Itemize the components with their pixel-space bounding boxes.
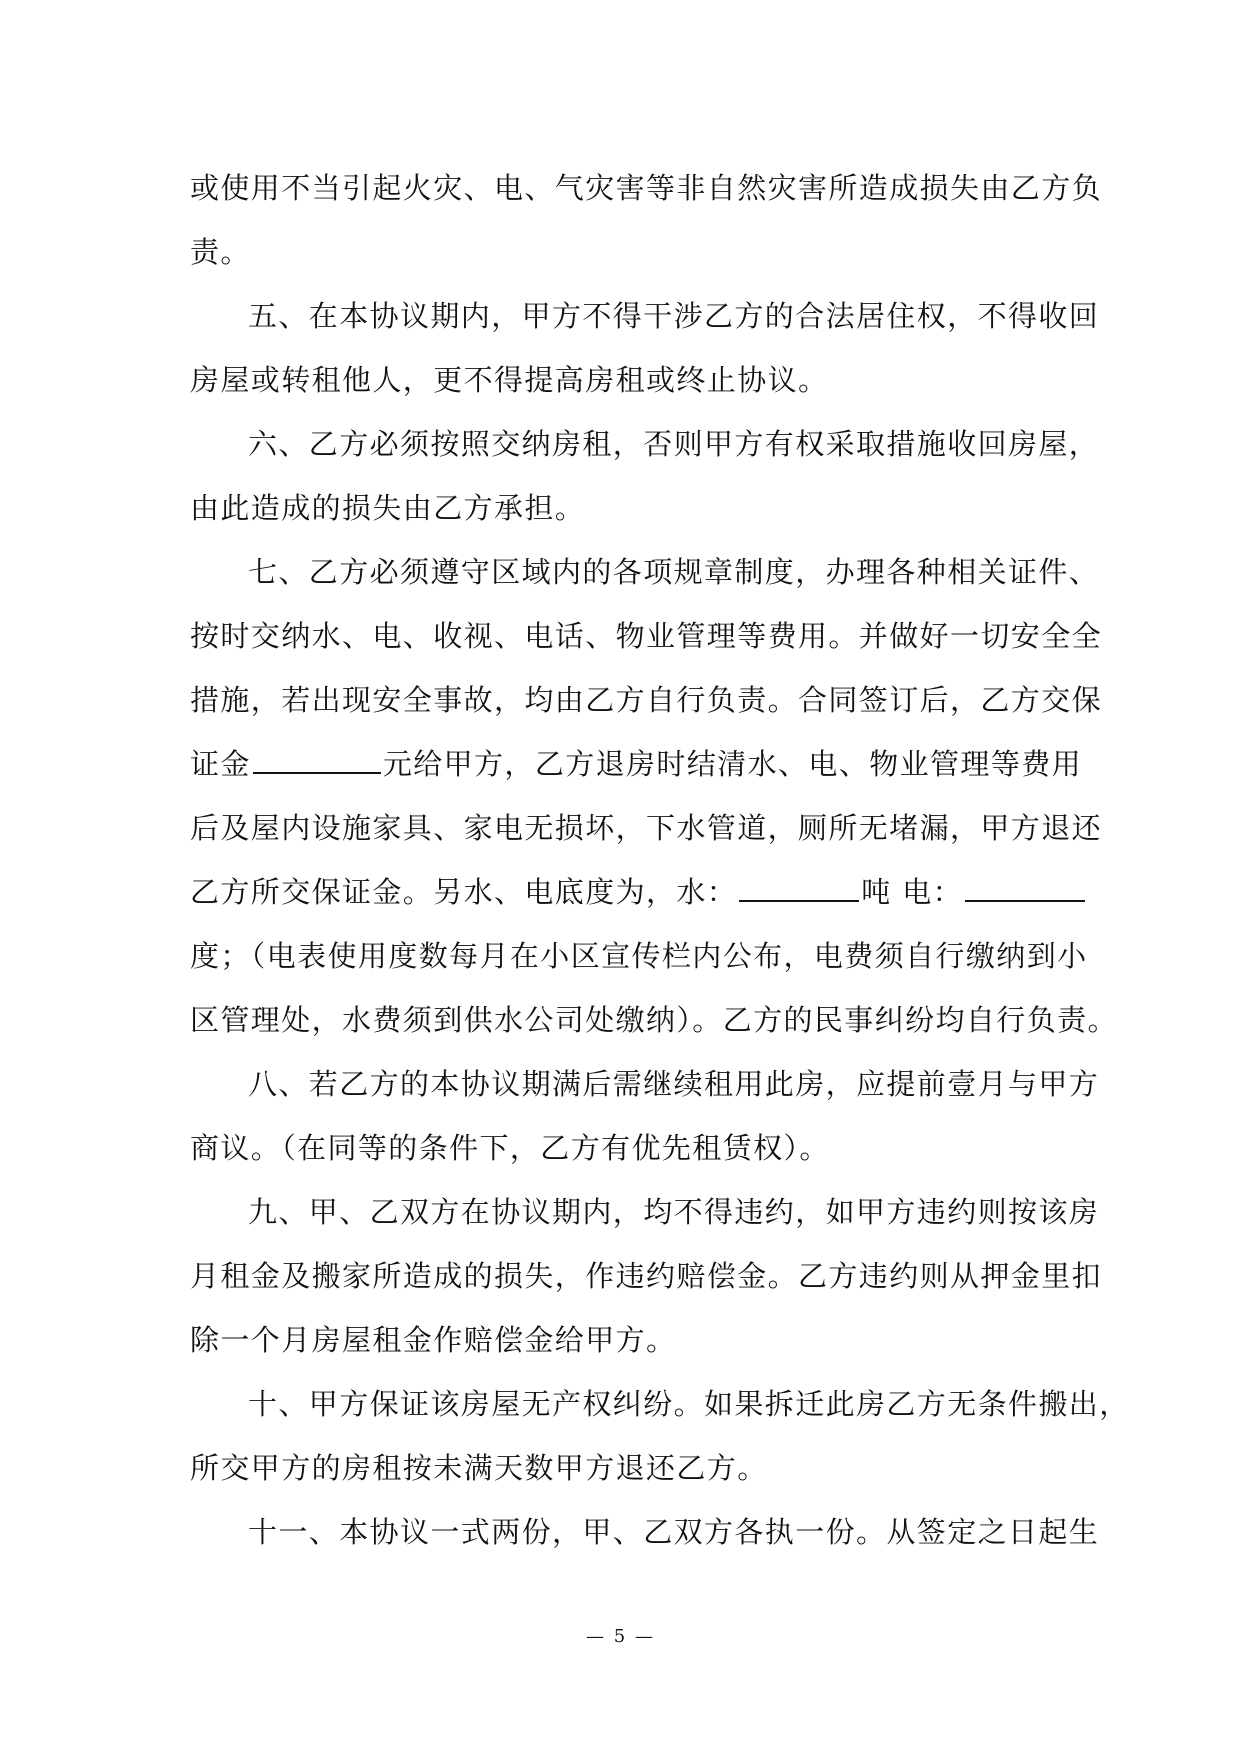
- deposit-label: 证金: [190, 747, 251, 781]
- text-line: 商议。（在同等的条件下，乙方有优先租赁权）。: [190, 1131, 830, 1165]
- text-line: 责。: [190, 235, 251, 269]
- clause-9-line: 九、甲、乙双方在协议期内，均不得违约，如甲方违约则按该房: [248, 1195, 1100, 1229]
- clause-8-line: 八、若乙方的本协议期满后需继续租用此房，应提前壹月与甲方: [248, 1067, 1100, 1101]
- text-line: 度；（电表使用度数每月在小区宣传栏内公布，电费须自行缴纳到小: [190, 939, 1088, 973]
- electric-reading-blank: [965, 876, 1085, 902]
- page-number: — 5 —: [586, 1626, 655, 1647]
- deposit-amount-blank: [253, 748, 381, 774]
- text-line: 区管理处，水费须到供水公司处缴纳）。乙方的民事纠纷均自行负责。: [190, 1003, 1118, 1037]
- deposit-line: [190, 732, 1083, 796]
- deposit-text: 元给甲方，乙方退房时结清水、电、物业管理等费用: [382, 747, 1083, 781]
- meter-line: [190, 860, 1066, 924]
- text-line: 所交甲方的房租按未满天数甲方退还乙方。: [190, 1451, 768, 1485]
- clause-6-line: 六、乙方必须按照交纳房租，否则甲方有权采取措施收回房屋，: [248, 427, 1100, 461]
- text-line: 月租金及搬家所造成的损失，作违约赔偿金。乙方违约则从押金里扣: [190, 1259, 1103, 1293]
- text-line: 除一个月房屋租金作赔偿金给甲方。: [190, 1323, 677, 1357]
- text-line: 或使用不当引起火灾、电、气灾害等非自然灾害所造成损失由乙方负: [190, 171, 1103, 205]
- text-line: 措施，若出现安全事故，均由乙方自行负责。合同签订后，乙方交保: [190, 683, 1103, 717]
- meter-water-label: 乙方所交保证金。另水、电底度为，水：: [190, 875, 738, 909]
- clause-5-line: 五、在本协议期内，甲方不得干涉乙方的合法居住权，不得收回: [248, 299, 1100, 333]
- text-line: 由此造成的损失由乙方承担。: [190, 491, 586, 525]
- text-line: 按时交纳水、电、收视、电话、物业管理等费用。并做好一切安全全: [190, 619, 1103, 653]
- clause-11-line: 十一、本协议一式两份，甲、乙双方各执一份。从签定之日起生: [248, 1515, 1100, 1549]
- clause-7-line: 七、乙方必须遵守区域内的各项规章制度，办理各种相关证件、: [248, 555, 1100, 589]
- water-reading-blank: [739, 876, 859, 902]
- clause-10-line: 十、甲方保证该房屋无产权纠纷。如果拆迁此房乙方无条件搬出，: [248, 1387, 1130, 1421]
- text-line: 房屋或转租他人，更不得提高房租或终止协议。: [190, 363, 829, 397]
- meter-electric-label: 吨 电：: [861, 875, 964, 909]
- text-line: 后及屋内设施家具、家电无损坏，下水管道，厕所无堵漏，甲方退还: [190, 811, 1103, 845]
- document-body: [190, 156, 1130, 1564]
